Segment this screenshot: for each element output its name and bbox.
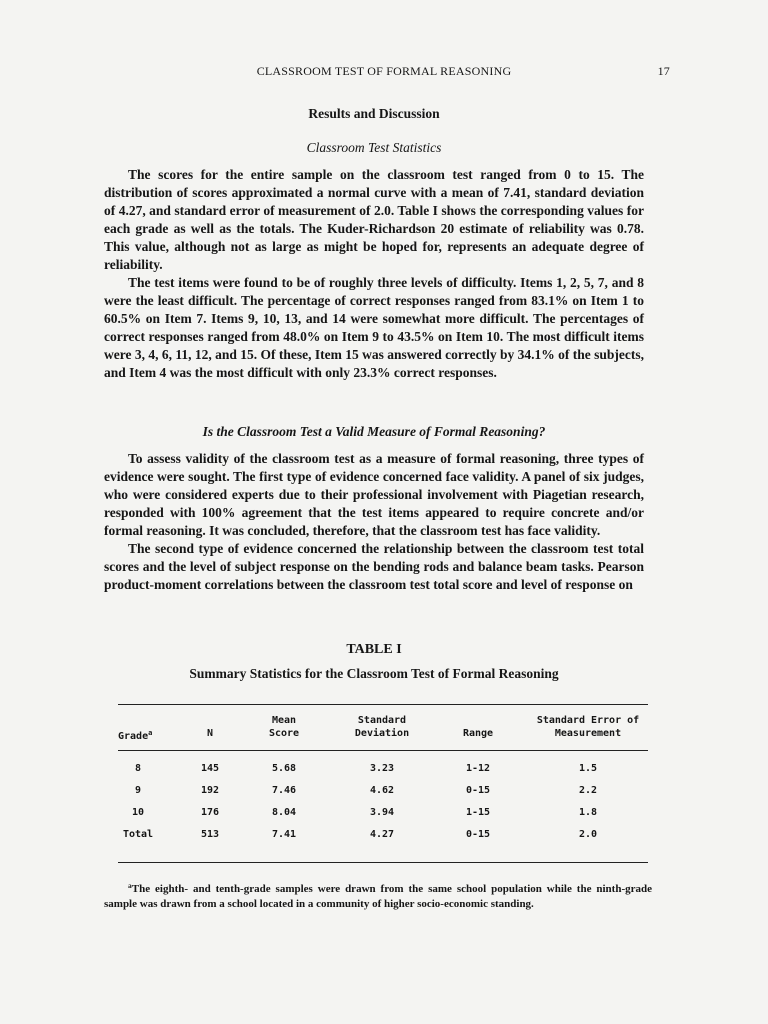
- table-row: [118, 784, 648, 800]
- subsection-title-validity: Is the Classroom Test a Valid Measure of Formal Reasoning?: [202, 424, 546, 439]
- running-head: [0, 64, 768, 80]
- header-n: N: [206, 728, 214, 739]
- cell-sem: 2.2: [578, 785, 598, 796]
- cell-sd: 3.94: [369, 807, 395, 818]
- cell-n: 192: [200, 785, 220, 796]
- cell-grade: 10: [131, 807, 145, 818]
- paragraph-item-difficulty: The test items were found to be of roughly three levels of difficulty. Items 1, 2, 5, 7, and 8 were the least difficult. The percentage of correct responses ranged from 83.1% on Item 1 to 60.5% on Item 7. Items 9, 10, 13, and 14 were somewhat more difficult. The percentages of correct responses ranged from 48.0% on Item 9 to 43.5% on Item 10. The most difficult items were 3, 4, 6, 11, 12, and 15. Of these, Item 15 was answered correctly by 34.1% of the subjects, and Item 4 was the most difficult with only 23.3% correct responses.: [104, 275, 644, 380]
- subsection-title-statistics: Classroom Test Statistics: [306, 140, 442, 155]
- body-block-validity: [104, 450, 644, 594]
- table-label: TABLE I: [346, 642, 402, 657]
- cell-sem: 1.8: [578, 807, 598, 818]
- table-header-rule: [118, 750, 648, 751]
- cell-sd: 4.27: [369, 829, 395, 840]
- cell-n: 145: [200, 763, 220, 774]
- cell-sem: 2.0: [578, 829, 598, 840]
- table-row-total: [118, 828, 648, 844]
- cell-mean: 7.46: [271, 785, 297, 796]
- header-grade: Grade$^a$: [118, 729, 153, 742]
- cell-grade: 8: [134, 763, 142, 774]
- header-grade-footnote-mark: a: [148, 729, 153, 737]
- paragraph-correlation: The second type of evidence concerned the relationship between the classroom test total scores and the level of subject response on the bending rods and balance beam tasks. Pearson product-moment correlations between the classroom test total score and level of response on: [104, 541, 644, 592]
- footnote-mark: a: [128, 881, 132, 890]
- cell-grade: 9: [134, 785, 142, 796]
- table-caption: Summary Statistics for the Classroom Test of Formal Reasoning: [189, 666, 559, 681]
- cell-grade: Total: [122, 829, 154, 840]
- cell-range: 0-15: [465, 829, 491, 840]
- page-number: 17: [657, 64, 670, 78]
- cell-mean: 8.04: [271, 807, 297, 818]
- cell-mean: 5.68: [271, 763, 297, 774]
- header-mean: Mean Score: [268, 715, 300, 739]
- footnote-text: The eighth- and tenth-grade samples were drawn from the same school population while the ninth-grade sample was drawn from a school located in a community of higher socio-economic standing.: [104, 883, 652, 910]
- table-bottom-rule: [118, 862, 648, 863]
- table-row: [118, 806, 648, 822]
- body-block-statistics: [104, 166, 644, 382]
- table-row: [118, 762, 648, 778]
- cell-sd: 3.23: [369, 763, 395, 774]
- cell-sem: 1.5: [578, 763, 598, 774]
- running-title: CLASSROOM TEST OF FORMAL REASONING: [256, 64, 512, 78]
- section-title: Results and Discussion: [308, 106, 440, 121]
- paragraph-score-distribution: The scores for the entire sample on the classroom test ranged from 0 to 15. The distribution of scores approximated a normal curve with a mean of 7.41, standard deviation of 4.27, and standard error of measurement of 2.0. Table I shows the corresponding values for each grade as well as the totals. The Kuder-Richardson 20 estimate of reliability was 0.78. This value, although not as large as might be hoped for, represents an adequate degree of reliability.: [104, 167, 644, 272]
- table-footnote: [104, 878, 652, 912]
- cell-range: 1-12: [465, 763, 491, 774]
- paragraph-face-validity: To assess validity of the classroom test as a measure of formal reasoning, three types of evidence were sought. The first type of evidence concerned face validity. A panel of six judges, who were considered experts due to their professional involvement with Piagetian research, responded with 100% agreement that the test items appeared to require concrete and/or formal reasoning. It was concluded, therefore, that the classroom test has face validity.: [104, 451, 644, 538]
- cell-mean: 7.41: [271, 829, 297, 840]
- table-header: [118, 714, 648, 744]
- cell-n: 176: [200, 807, 220, 818]
- header-standard-error: Standard Error of Measurement: [536, 715, 640, 739]
- header-standard-deviation: Standard Deviation: [354, 715, 410, 739]
- cell-range: 0-15: [465, 785, 491, 796]
- table-top-rule: [118, 704, 648, 705]
- cell-n: 513: [200, 829, 220, 840]
- cell-sd: 4.62: [369, 785, 395, 796]
- cell-range: 1-15: [465, 807, 491, 818]
- header-range: Range: [462, 728, 494, 739]
